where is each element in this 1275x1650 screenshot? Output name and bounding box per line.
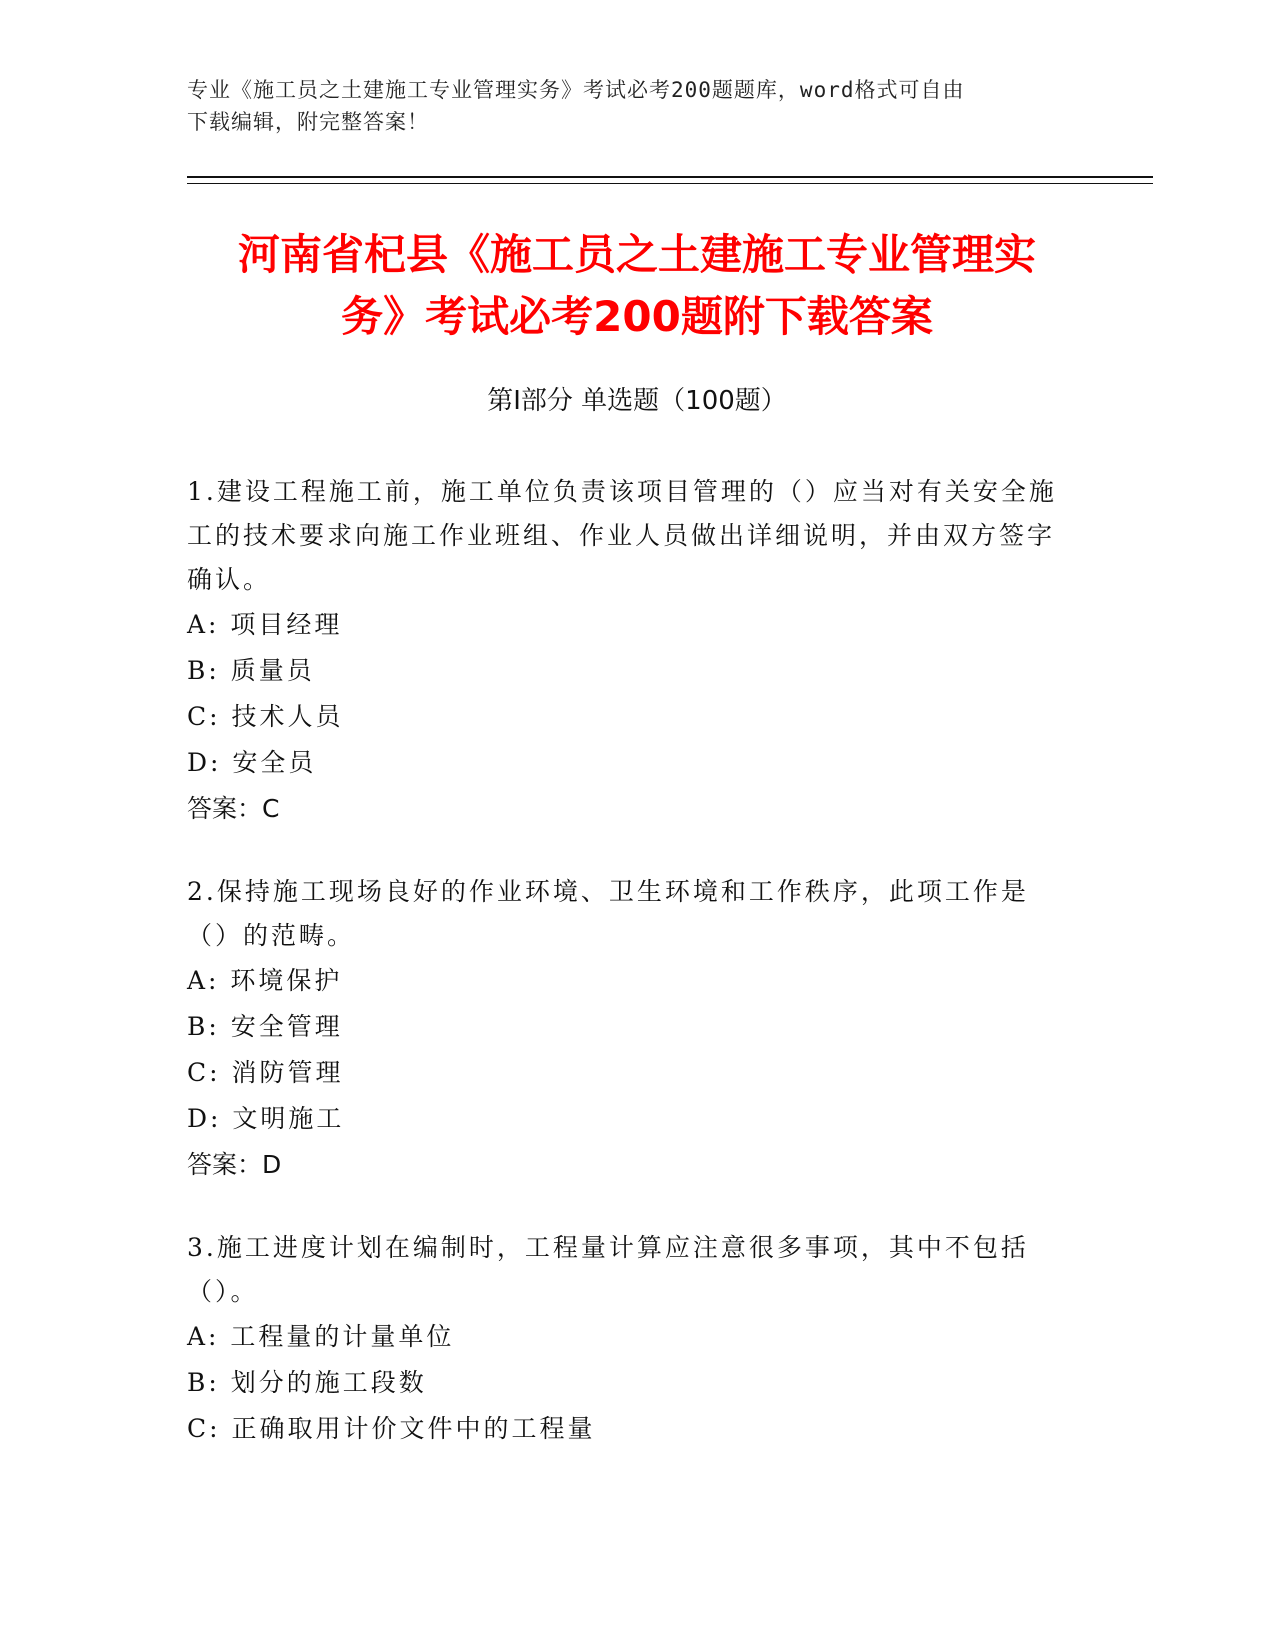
option-b: B: 质量员 <box>187 656 315 685</box>
option-c: C: 技术人员 <box>187 702 344 731</box>
option-a: A: 工程量的计量单位 <box>187 1322 455 1351</box>
option-a: A: 环境保护 <box>187 966 343 995</box>
header-note-line-2: 下载编辑，附完整答案！ <box>187 110 429 134</box>
option-a: A: 项目经理 <box>187 610 343 639</box>
question-1 <box>187 470 1067 832</box>
option-d: D: 文明施工 <box>187 1104 345 1133</box>
answer-line <box>187 786 1067 832</box>
question-3 <box>187 1226 1067 1452</box>
document-title-line-1: 河南省杞县《施工员之土建施工专业管理实 <box>237 230 1036 279</box>
answer-key: C <box>262 794 281 823</box>
question-stem: 3.施工进度计划在编制时，工程量计算应注意很多事项，其中不包括（）。 <box>187 1233 1029 1306</box>
option-d: D: 安全员 <box>187 748 317 777</box>
option-c: C: 消防管理 <box>187 1058 344 1087</box>
option-c: C: 正确取用计价文件中的工程量 <box>187 1414 596 1443</box>
document-title <box>187 224 1087 348</box>
answer-line <box>187 1142 1067 1188</box>
section-title: 第Ⅰ部分 单选题（100题） <box>487 386 787 416</box>
answer-label: 答案： <box>187 794 263 823</box>
document-title-line-2: 务》考试必考200题附下载答案 <box>341 292 933 341</box>
question-stem: 1.建设工程施工前，施工单位负责该项目管理的（）应当对有关安全施工的技术要求向施工作业班组、作业人员做出详细说明，并由双方签字确认。 <box>187 477 1057 594</box>
answer-label: 答案： <box>187 1150 263 1179</box>
question-2 <box>187 870 1067 1188</box>
header-divider-thin <box>187 183 1153 184</box>
question-stem: 2.保持施工现场良好的作业环境、卫生环境和工作秩序，此项工作是（）的范畴。 <box>187 877 1029 950</box>
question-list <box>187 470 1067 1490</box>
header-note <box>187 74 1087 138</box>
answer-key: D <box>262 1150 283 1179</box>
option-b: B: 划分的施工段数 <box>187 1368 427 1397</box>
option-b: B: 安全管理 <box>187 1012 343 1041</box>
header-note-line-1: 专业《施工员之土建施工专业管理实务》考试必考200题题库，word格式可自由 <box>187 78 965 102</box>
header-divider-thick <box>187 176 1153 178</box>
